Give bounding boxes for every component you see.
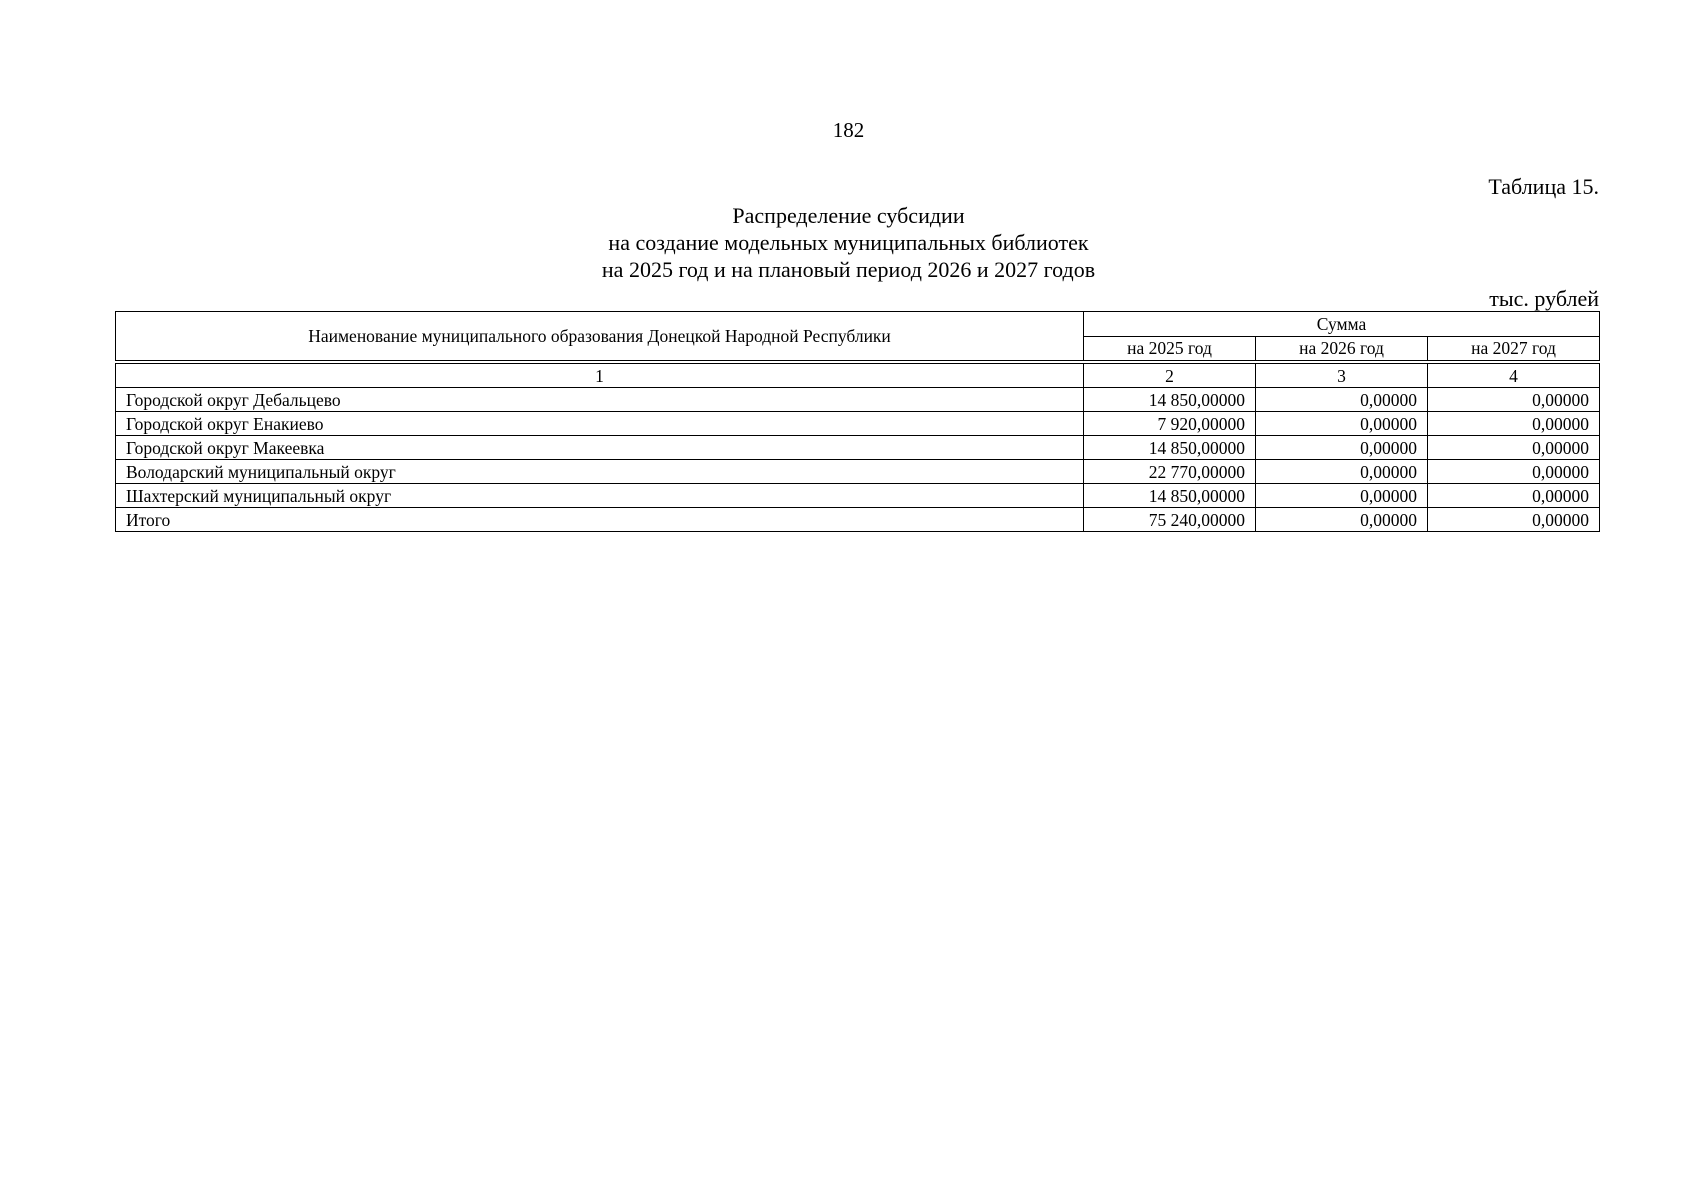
column-number: 4: [1428, 364, 1600, 388]
page-number: 182: [832, 118, 865, 142]
total-2026: 0,00000: [1256, 508, 1428, 532]
column-number: 3: [1256, 364, 1428, 388]
amount-2027: 0,00000: [1428, 412, 1600, 436]
amount-2025: 7 920,00000: [1084, 412, 1256, 436]
document-title: [0, 202, 1697, 283]
amount-2027: 0,00000: [1428, 484, 1600, 508]
total-label: Итого: [116, 508, 1084, 532]
sum-column-header: Сумма: [1084, 312, 1600, 337]
name-column-header: Наименование муниципального образования Донецкой Народной Республики: [116, 312, 1084, 361]
table-row: [116, 484, 1600, 508]
municipality-name: Володарский муниципальный округ: [116, 460, 1084, 484]
amount-2027: 0,00000: [1428, 460, 1600, 484]
title-line-1: Распределение субсидии: [732, 203, 965, 228]
table-row: [116, 460, 1600, 484]
municipality-name: Шахтерский муниципальный округ: [116, 484, 1084, 508]
amount-2025: 22 770,00000: [1084, 460, 1256, 484]
year-2025-header: на 2025 год: [1084, 336, 1256, 361]
amount-2027: 0,00000: [1428, 388, 1600, 412]
title-line-3: на 2025 год и на плановый период 2026 и 2027 годов: [601, 257, 1096, 282]
table-row: [116, 436, 1600, 460]
table-label: Таблица 15.: [1488, 174, 1599, 199]
year-2026-header: на 2026 год: [1256, 336, 1428, 361]
subsidy-table: [115, 311, 1600, 532]
municipality-name: Городской округ Дебальцево: [116, 388, 1084, 412]
year-2027-header: на 2027 год: [1428, 336, 1600, 361]
amount-2026: 0,00000: [1256, 388, 1428, 412]
amount-2026: 0,00000: [1256, 436, 1428, 460]
total-2025: 75 240,00000: [1084, 508, 1256, 532]
amount-2025: 14 850,00000: [1084, 388, 1256, 412]
table-row: [116, 388, 1600, 412]
title-line-2: на создание модельных муниципальных библиотек: [608, 230, 1089, 255]
amount-2026: 0,00000: [1256, 412, 1428, 436]
table-row: [116, 412, 1600, 436]
amount-2026: 0,00000: [1256, 484, 1428, 508]
total-2027: 0,00000: [1428, 508, 1600, 532]
column-number: 1: [116, 364, 1084, 388]
amount-2025: 14 850,00000: [1084, 436, 1256, 460]
amount-2026: 0,00000: [1256, 460, 1428, 484]
column-number: 2: [1084, 364, 1256, 388]
total-row: [116, 508, 1600, 532]
amount-2027: 0,00000: [1428, 436, 1600, 460]
amount-2025: 14 850,00000: [1084, 484, 1256, 508]
municipality-name: Городской округ Енакиево: [116, 412, 1084, 436]
municipality-name: Городской округ Макеевка: [116, 436, 1084, 460]
column-number-row: [116, 364, 1600, 388]
units-label: тыс. рублей: [1489, 286, 1599, 311]
header-row: [116, 312, 1600, 337]
